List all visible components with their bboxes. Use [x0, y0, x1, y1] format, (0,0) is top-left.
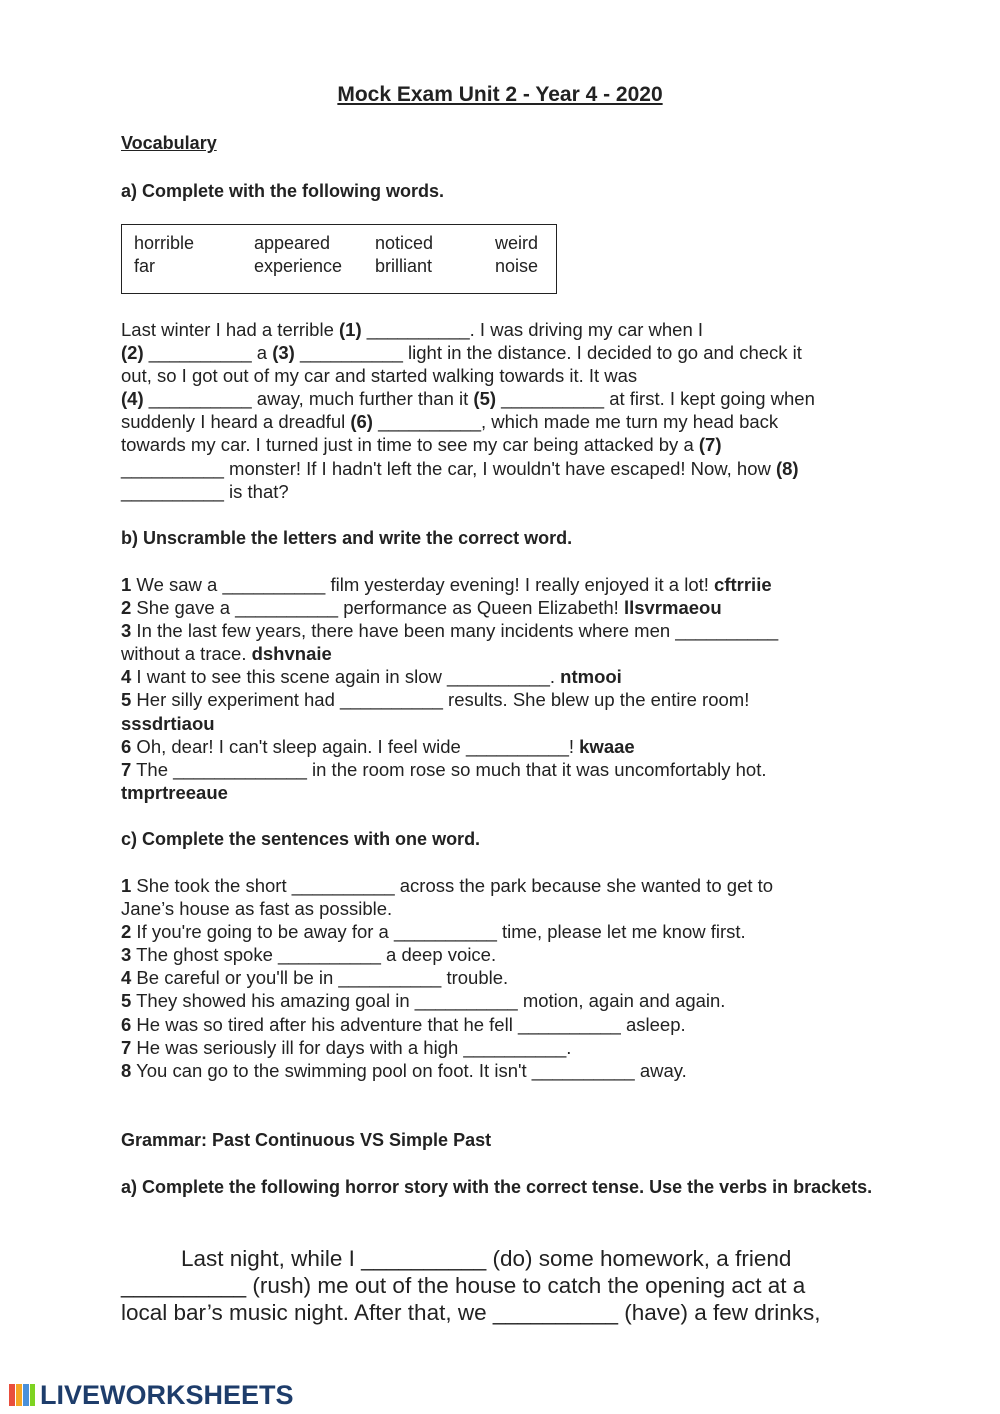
list-item: 3 In the last few years, there have been many incidents where men __________: [121, 620, 779, 642]
list-item: 4 I want to see this scene again in slow __________. ntmooi: [121, 666, 622, 688]
grammar-a-instruction: a) Complete the following horror story with the correct tense. Use the verbs in brackets.: [121, 1177, 873, 1197]
logo-text: LIVEWORKSHEETS: [40, 1380, 294, 1410]
word-bank-item: appeared: [254, 233, 331, 253]
list-item: 1 She took the short __________ across the park because she wanted to get to: [121, 875, 774, 896]
vocab-c-instruction: c) Complete the sentences with one word.: [121, 829, 481, 849]
vocab-a-paragraph: [121, 318, 891, 503]
vocab-b-instruction: b) Unscramble the letters and write the correct word.: [121, 528, 573, 548]
story-line: __________ (rush) me out of the house to catch the opening act at a: [121, 1273, 806, 1298]
vocabulary-heading: Vocabulary: [121, 133, 217, 153]
liveworksheets-logo[interactable]: [8, 1380, 294, 1410]
list-item: 5 Her silly experiment had __________ results. She blew up the entire room!: [121, 689, 750, 711]
text-line: out, so I got out of my car and started walking towards it. It was: [121, 365, 638, 387]
text-line: Last winter I had a terrible (1) __________. I was driving my car when I: [121, 319, 704, 340]
list-item: 4 Be careful or you'll be in __________ trouble.: [121, 967, 509, 989]
page-title: Mock Exam Unit 2 - Year 4 - 2020: [337, 83, 663, 106]
list-item: 3 The ghost spoke __________ a deep voice.: [121, 944, 497, 966]
vocab-a-instruction: a) Complete with the following words.: [121, 181, 444, 201]
list-item: 8 You can go to the swimming pool on foot. It isn't __________ away.: [121, 1059, 687, 1081]
list-item: 7 He was seriously ill for days with a high __________.: [121, 1036, 572, 1058]
grammar-heading: Grammar: Past Continuous VS Simple Past: [121, 1130, 492, 1150]
text-line: (2) __________ a (3) __________ light in the distance. I decided to go and check it: [121, 342, 802, 364]
list-item: 7 The _____________ in the room rose so much that it was uncomfortably hot.: [121, 758, 767, 780]
list-item: 2 If you're going to be away for a __________ time, please let me know first.: [121, 921, 746, 943]
text-line: suddenly I heard a dreadful (6) __________, which made me turn my head back: [121, 411, 779, 433]
word-bank-item: noise: [495, 256, 539, 276]
word-bank-item: far: [134, 256, 156, 276]
text-line: (4) __________ away, much further than it (5) __________ at first. I kept going when: [121, 388, 815, 410]
vocab-c-list: [121, 874, 891, 1082]
list-item: tmprtreeaue: [121, 781, 228, 803]
vocab-b-list: [121, 573, 891, 804]
word-bank-box: [121, 224, 557, 294]
word-bank-item: brilliant: [375, 256, 433, 276]
text-line: __________ is that?: [121, 480, 289, 502]
word-bank-item: experience: [254, 256, 343, 276]
grammar-story: [121, 1245, 881, 1326]
story-line: local bar’s music night. After that, we __________ (have) a few drinks,: [121, 1300, 821, 1325]
word-bank-item: weird: [495, 233, 539, 253]
list-item: without a trace. dshvnaie: [121, 643, 332, 665]
list-item: 2 She gave a __________ performance as Queen Elizabeth! llsvrmaeou: [121, 597, 722, 619]
list-item: sssdrtiaou: [121, 712, 215, 734]
list-item: 6 Oh, dear! I can't sleep again. I feel wide __________! kwaae: [121, 735, 635, 757]
list-item: 1 We saw a __________ film yesterday evening! I really enjoyed it a lot! cftrriie: [121, 574, 772, 595]
logo-icon: [8, 1381, 36, 1409]
text-line: towards my car. I turned just in time to see my car being attacked by a (7): [121, 434, 722, 456]
list-item: Jane’s house as fast as possible.: [121, 898, 393, 920]
list-item: 6 He was so tired after his adventure that he fell __________ asleep.: [121, 1013, 686, 1035]
story-line: Last night, while I __________ (do) some homework, a friend: [181, 1246, 792, 1271]
list-item: 5 They showed his amazing goal in __________ motion, again and again.: [121, 990, 726, 1012]
text-line: __________ monster! If I hadn't left the car, I wouldn't have escaped! Now, how (8): [121, 457, 799, 479]
word-bank-item: noticed: [375, 233, 434, 253]
word-bank-item: horrible: [134, 233, 195, 253]
